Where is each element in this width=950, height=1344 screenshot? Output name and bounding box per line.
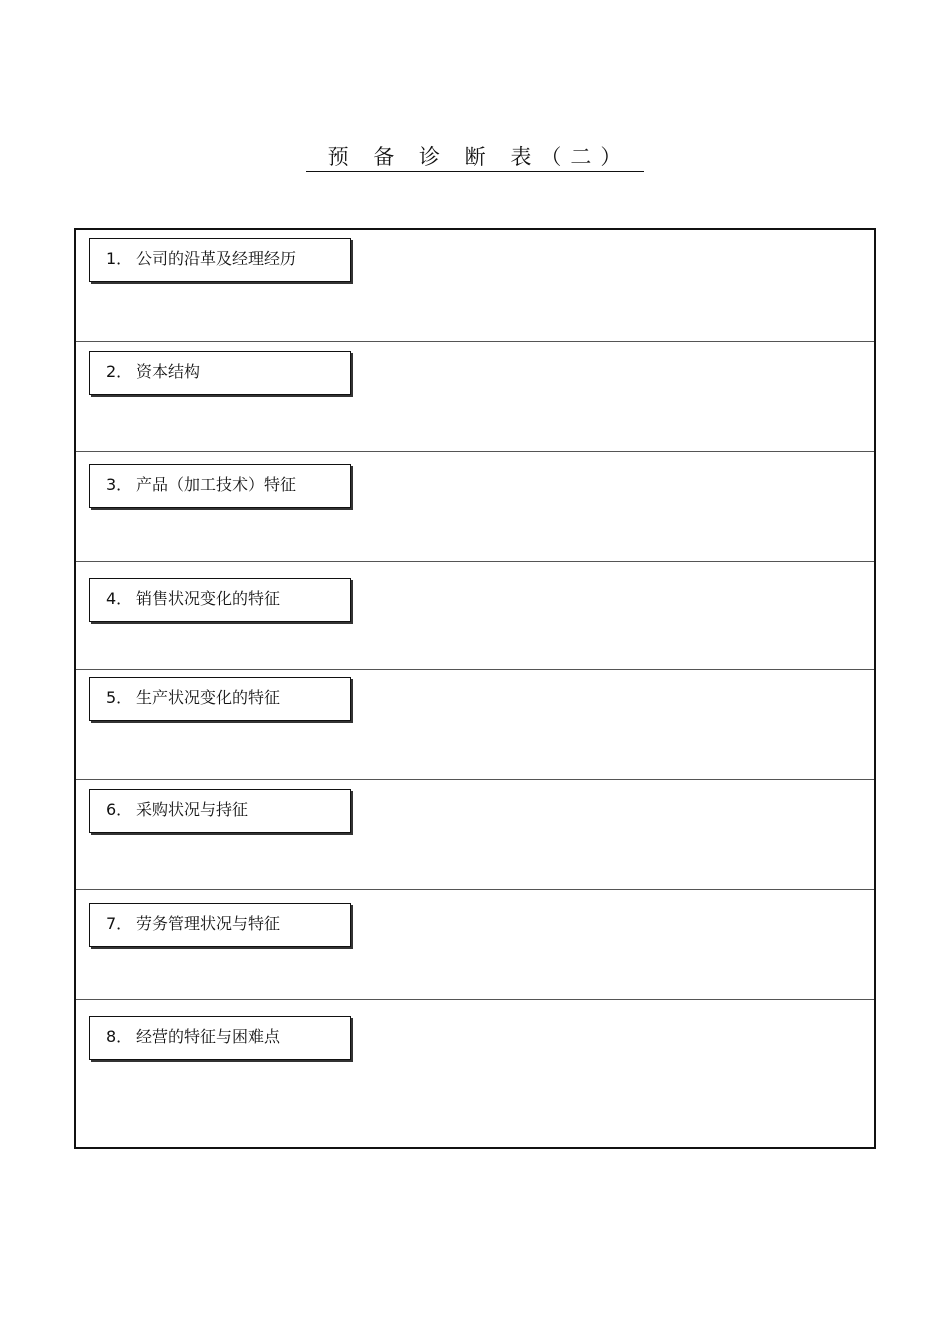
section-label-box — [89, 903, 351, 947]
section-label: 产品（加工技术）特征 — [136, 475, 297, 494]
section-number: 6． — [106, 800, 133, 819]
section-label: 生产状况变化的特征 — [136, 688, 281, 707]
section-sales-changes — [76, 561, 874, 670]
section-number: 2． — [106, 362, 133, 381]
section-number: 5． — [106, 688, 133, 707]
section-label: 经营的特征与困难点 — [136, 1027, 281, 1046]
page-title — [0, 143, 950, 172]
section-label-box — [89, 464, 351, 508]
section-company-history — [76, 230, 874, 341]
page-title-text: 预 备 诊 断 表（二） — [306, 143, 645, 172]
section-labor-management — [76, 889, 874, 1000]
section-label: 销售状况变化的特征 — [136, 589, 281, 608]
section-number: 7． — [106, 914, 133, 933]
section-number: 3． — [106, 475, 133, 494]
section-label-box — [89, 578, 351, 622]
section-label-box — [89, 238, 351, 282]
section-business-difficulties — [76, 999, 874, 1148]
section-product-features — [76, 451, 874, 562]
section-label-box — [89, 677, 351, 721]
section-label: 劳务管理状况与特征 — [136, 914, 281, 933]
section-label: 公司的沿革及经理经历 — [136, 249, 297, 268]
section-label-box — [89, 1016, 351, 1060]
section-label: 采购状况与持征 — [136, 800, 249, 819]
section-number: 8． — [106, 1027, 133, 1046]
section-number: 1． — [106, 249, 133, 268]
section-capital-structure — [76, 341, 874, 452]
diagnosis-form-table — [74, 228, 876, 1149]
section-label: 资本结构 — [136, 362, 201, 381]
section-label-box — [89, 789, 351, 833]
section-production-changes — [76, 669, 874, 780]
section-number: 4． — [106, 589, 133, 608]
section-label-box — [89, 351, 351, 395]
section-procurement — [76, 779, 874, 890]
